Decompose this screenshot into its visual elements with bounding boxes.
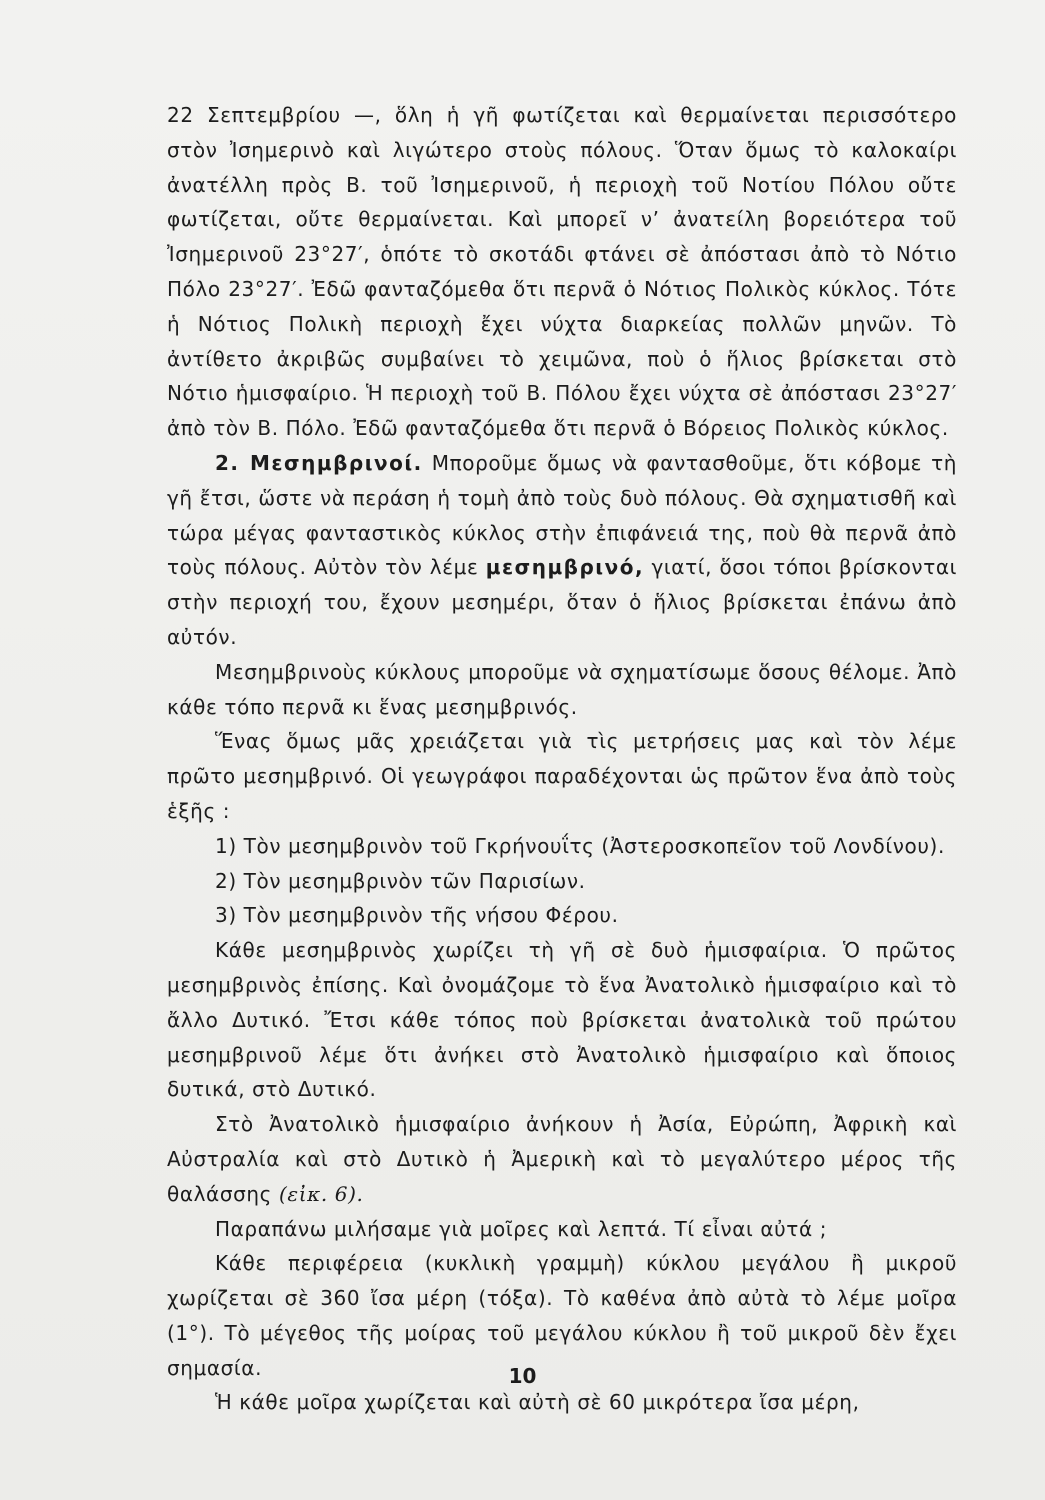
page-number: 10 xyxy=(508,1364,537,1388)
paragraph-8: Κάθε μεσημβρινὸς χωρίζει τὴ γῆ σὲ δυὸ ἡμισφαίρια. Ὁ πρῶτος μεσημβρινὸς ἐπίσης. Καὶ ὀνομάζομε τὸ ἕνα Ἀνατολικὸ ἡμισφαίριο καὶ τὸ ἄλλο Δυτικό. Ἔτσι κάθε τόπος ποὺ βρίσκεται ἀνατολικὰ τοῦ πρώτου μεσημβρινοῦ λέμε ὅτι ἀνήκει στὸ Ἀνατολικὸ ἡμισφαίριο καὶ ὅποιος δυτικά, στὸ Δυτικό. xyxy=(167,938,957,1102)
body-text xyxy=(167,98,957,1420)
section-heading: 2. Μεσημβρινοί. xyxy=(215,450,423,475)
list-item-2: 2) Τὸν μεσημβρινὸν τῶν Παρισίων. xyxy=(215,868,586,893)
paragraph-11: Κάθε περιφέρεια (κυκλικὴ γραμμὴ) κύκλου μεγάλου ἢ μικροῦ χωρίζεται σὲ 360 ἴσα μέρη (τόξα). Τὸ καθένα ἀπὸ αὐτὰ τὸ λέμε μοῖρα (1°). Τὸ μέγεθος τῆς μοίρας τοῦ μεγάλου κύκλου ἢ τοῦ μικροῦ δὲν ἔχει σημασία. xyxy=(167,1251,957,1380)
list-item-3: 3) Τὸν μεσημβρινὸν τῆς νήσου Φέρου. xyxy=(215,903,619,928)
list-item-1: 1) Τὸν μεσημβρινὸν τοῦ Γκρήνουΐτς (Ἀστεροσκοπεῖον τοῦ Λονδίνου). xyxy=(215,833,945,858)
paragraph-12: Ἡ κάθε μοῖρα χωρίζεται καὶ αὐτὴ σὲ 60 μικρότερα ἴσα μέρη, xyxy=(215,1390,860,1415)
paragraph-2: 2. Μεσημβρινοί. Μποροῦμε ὅμως νὰ φαντασθοῦμε, ὅτι κόβομε τὴ γῆ ἔτσι, ὥστε νὰ περάση ἡ τομὴ ἀπὸ τοὺς δυὸ πόλους. Θὰ σχηματισθῆ καὶ τώρα μέγας φανταστικὸς κύκλος στὴν ἐπιφάνειά της, ποὺ θὰ περνᾶ ἀπὸ τοὺς πόλους. Αὐτὸν τὸν λέμε μεσημβρινό, γιατί, ὅσοι τόποι βρίσκονται στὴν περιοχή του, ἔχουν μεσημέρι, ὅταν ὁ ἥλιος βρίσκεται ἐπάνω ἀπὸ αὐτόν. xyxy=(167,450,957,649)
emphasis-term: μεσημβρινό, xyxy=(485,555,645,580)
paragraph-3: Μεσημβρινοὺς κύκλους μποροῦμε νὰ σχηματίσωμε ὅσους θέλομε. Ἀπὸ κάθε τόπο περνᾶ κι ἕνας μεσημβρινός. xyxy=(167,659,957,719)
paragraph-4: Ἕνας ὅμως μᾶς χρειάζεται γιὰ τὶς μετρήσεις μας καὶ τὸν λέμε πρῶτο μεσημβρινό. Οἱ γεωγράφοι παραδέχονται ὡς πρῶτον ἕνα ἀπὸ τοὺς ἑξῆς : xyxy=(167,729,957,823)
figure-reference: (εἰκ. 6). xyxy=(278,1181,364,1206)
paragraph-1: 22 Σεπτεμβρίου —, ὅλη ἡ γῆ φωτίζεται καὶ θερμαίνεται περισσότερο στὸν Ἰσημερινὸ καὶ λιγώτερο στοὺς πόλους. Ὅταν ὅμως τὸ καλοκαίρι ἀνατέλλη πρὸς Β. τοῦ Ἰσημερινοῦ, ἡ περιοχὴ τοῦ Νοτίου Πόλου οὔτε φωτίζεται, οὔτε θερμαίνεται. Καὶ μπορεῖ ν’ ἀνατείλη βορειότερα τοῦ Ἰσημερινοῦ 23°27′, ὁπότε τὸ σκοτάδι φτάνει σὲ ἀπόστασι ἀπὸ τὸ Νότιο Πόλο 23°27′. Ἐδῶ φανταζόμεθα ὅτι περνᾶ ὁ Νότιος Πολικὸς κύκλος. Τότε ἡ Νότιος Πολικὴ περιοχὴ ἔχει νύχτα διαρκείας πολλῶν μηνῶν. Τὸ ἀντίθετο ἀκριβῶς συμβαίνει τὸ χειμῶνα, ποὺ ὁ ἥλιος βρίσκεται στὸ Νότιο ἡμισφαίριο. Ἡ περιοχὴ τοῦ Β. Πόλου ἔχει νύχτα σὲ ἀπόστασι 23°27′ ἀπὸ τὸν Β. Πόλο. Ἐδῶ φανταζόμεθα ὅτι περνᾶ ὁ Βόρειος Πολικὸς κύκλος. xyxy=(167,103,957,441)
paragraph-9: Στὸ Ἀνατολικὸ ἡμισφαίριο ἀνήκουν ἡ Ἀσία, Εὐρώπη, Ἀφρικὴ καὶ Αὐστραλία καὶ στὸ Δυτικὸ ἡ Ἀμερικὴ καὶ τὸ μεγαλύτερο μέρος τῆς θαλάσσης (εἰκ. 6). xyxy=(167,1112,957,1206)
paragraph-10: Παραπάνω μιλήσαμε γιὰ μοῖρες καὶ λεπτά. Τί εἶναι αὐτά ; xyxy=(215,1216,828,1241)
